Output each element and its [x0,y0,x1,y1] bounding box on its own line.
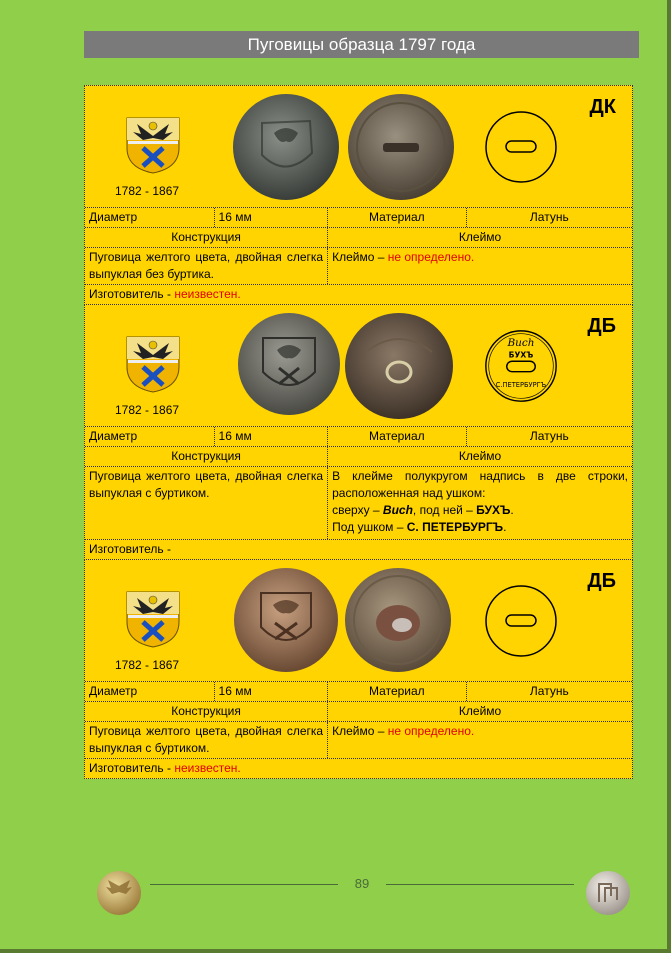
years-label: 1782 - 1867 [115,403,180,417]
coat-of-arms-icon [125,331,181,393]
type-code: ДК [589,96,616,118]
material-value: Латунь [529,210,569,224]
footer-divider-left [150,884,338,885]
button-back-photo [344,567,452,673]
mark-label: Клеймо [458,449,502,463]
mark-prefix: Клеймо – [332,250,388,264]
mark-word-buh: БУХЪ [476,503,511,517]
section-header-row [85,228,632,248]
button-front-photo [237,312,341,416]
construction-text: Пуговица желтого цвета, двойная слегка выпуклая с буртиком. [85,467,328,539]
mark-line-2 [332,502,628,519]
mark-label: Клеймо [458,704,502,718]
diameter-value: 16 мм [215,208,329,227]
years-label: 1782 - 1867 [115,184,180,198]
coat-of-arms-icon [125,586,181,648]
construction-label: Конструкция [85,228,328,247]
diameter-value: 16 мм [215,682,329,701]
mark-line-1: В клейме полукругом надпись в две строки, расположенная над ушком: [332,469,628,500]
maker-text [85,759,632,778]
button-card-2 [84,304,633,560]
stamp-bottom-text: С.ПЕТЕРБУРГЪ [495,380,547,389]
material-label: Материал [328,427,467,446]
mark-text [328,467,632,539]
maker-value: неизвестен. [174,761,241,775]
maker-label: Изготовитель - [89,761,175,775]
maker-row [85,285,632,304]
footer-divider-right [386,884,574,885]
mark-word-peterburg: С. ПЕТЕРБУРГЪ [406,520,504,534]
coat-of-arms-icon [125,112,181,174]
maker-label: Изготовитель - [89,287,175,301]
type-code: ДБ [587,315,616,337]
diameter-label: Диаметр [85,427,215,446]
maker-value: неизвестен. [174,287,241,301]
mark-text [328,722,632,758]
button-front-photo [233,567,339,673]
image-row [85,560,632,682]
stamp-mid-text: БУХЪ [508,350,534,360]
maker-row [85,759,632,778]
material-value: Латунь [529,429,569,443]
diameter-label: Диаметр [85,208,215,227]
mark-value: не определено. [387,724,475,738]
maker-text [85,540,632,559]
page-title: Пуговицы образца 1797 года [84,31,639,58]
mark-value: не определено. [387,250,475,264]
mark-scheme-icon [483,583,559,659]
image-row [85,86,632,208]
dimensions-row [85,208,632,228]
maker-text [85,285,632,304]
construction-label: Конструкция [85,702,328,721]
button-card-3 [84,559,633,779]
mark-line-2-prefix: сверху – [332,503,383,517]
mark-line-3-end: . [503,520,507,534]
dimensions-row [85,682,632,702]
description-row [85,722,632,759]
button-back-photo [347,93,455,201]
mark-line-2-end: . [510,503,514,517]
material-value: Латунь [529,684,569,698]
mark-prefix: Клеймо – [332,724,388,738]
footer-right-coin-icon [585,870,631,916]
diameter-label: Диаметр [85,682,215,701]
years-label: 1782 - 1867 [115,658,180,672]
diameter-value: 16 мм [215,427,329,446]
mark-scheme-icon [483,109,559,185]
footer-left-coin-icon [96,870,142,916]
description-row [85,467,632,540]
type-code: ДБ [587,570,616,592]
stamp-top-text: Buch [507,337,535,350]
section-header-row [85,447,632,467]
mark-line-2-mid: , под ней – [412,503,477,517]
description-row [85,248,632,285]
button-card-1 [84,85,633,305]
button-front-photo [232,93,340,201]
stamp-scheme-icon [483,328,559,404]
maker-label: Изготовитель - [89,542,171,556]
mark-line-3 [332,519,628,536]
dimensions-row [85,427,632,447]
material-label: Материал [328,682,467,701]
mark-line-3-prefix: Под ушком – [332,520,407,534]
maker-row [85,540,632,559]
construction-text: Пуговица желтого цвета, двойная слегка выпуклая с буртиком. [85,722,328,758]
button-back-photo [344,312,454,420]
mark-text [328,248,632,284]
material-label: Материал [328,208,467,227]
image-row [85,305,632,427]
page-number: 89 [354,876,370,891]
construction-text: Пуговица желтого цвета, двойная слегка выпуклая без буртика. [85,248,328,284]
section-header-row [85,702,632,722]
construction-label: Конструкция [85,447,328,466]
mark-word-buch: Buch [382,503,413,517]
mark-label: Клеймо [458,230,502,244]
